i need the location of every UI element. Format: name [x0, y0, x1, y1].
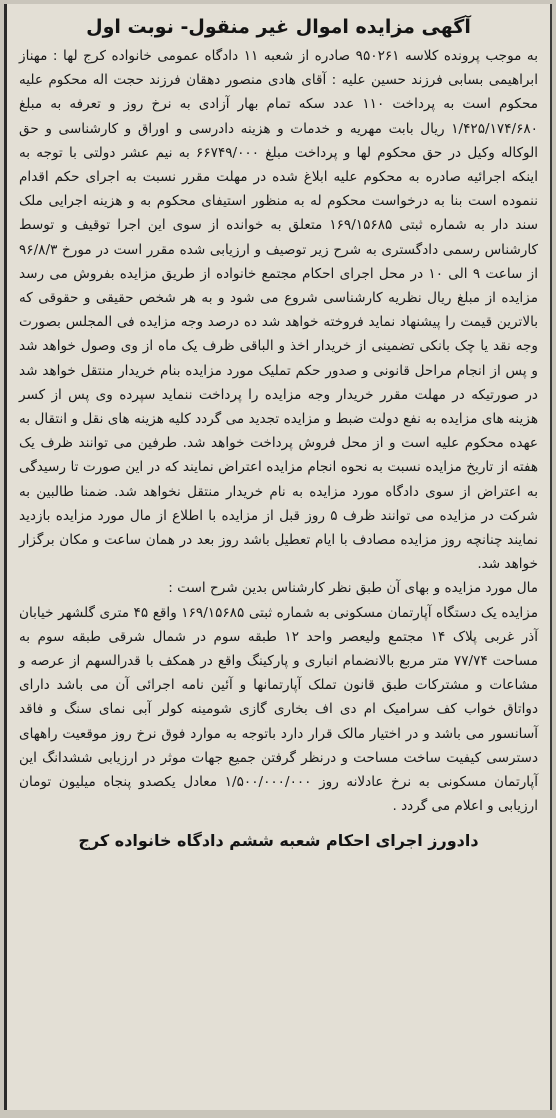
newspaper-clipping [4, 4, 552, 1110]
notice-title: آگهی مزایده اموال غیر منقول- نوبت اول [86, 16, 471, 38]
notice-body [19, 44, 538, 819]
notice-signature: دادورز اجرای احکام شعبه ششم دادگاه خانواده کرج [78, 830, 479, 850]
notice-paragraph-property-description: مزایده یک دستگاه آپارتمان مسکونی به شماره ثبتی ۱۶۹/۱۵۶۸۵ واقع ۴۵ متری گلشهر خیابان آذر غربی پلاک ۱۴ مجتمع ولیعصر واحد ۱۲ طبقه سوم در شمال شرقی طبقه سوم به مساحت ۷۷/۷۴ متر مربع بالانضمام انباری و پارکینگ واقع در همکف با قدرالسهم از عرصه و مشاعات و مشترکات طبق قانون تملک آپارتمانها و آئین نامه اجرائی آن می باشد دارای دواتاق خواب کف سرامیک ام دی اف بخاری گازی شومینه کولر آبی نمای سنگ و فاقد آسانسور می باشد و در اختیار مالک قرار دارد باتوجه به موارد فوق نرخ روز موقعیت راههای دسترسی کیفیت ساخت مساحت و درنظر گرفتن جمیع جهات موثر در ارزیابی ششدانگ این آپارتمان مسکونی به نرخ عادلانه روز ۱/۵۰۰/۰۰۰/۰۰۰ معادل یکصدو پنجاه میلیون تومان ارزیابی و اعلام می گردد . [19, 604, 538, 815]
notice-paragraph-main: به موجب پرونده کلاسه ۹۵۰۲۶۱ صادره از شعبه ۱۱ دادگاه عمومی خانواده کرج لها : مهناز ابراهیمی بسابی فرزند حسین علیه : آقای هادی منصور دهقان فرزند حجت اله محکوم علیه محکوم است به پرداخت ۱۱۰ عدد سکه تمام بهار آزادی به نرخ روز و تعرفه به مبلغ ۱/۴۲۵/۱۷۴/۶۸۰ ریال بابت مهریه و خدمات و هزینه دادرسی و اوراق و کارشناسی و حق الوکاله وکیل در حق محکوم لها و پرداخت مبلغ ۶۶۷۴۹/۰۰۰ به نیم عشر دولتی با توجه به اینکه اجرائیه صادره به محکوم علیه ابلاغ شده در مهلت مقرر نسبت به اجرای حکم اقدام ننموده است بنا به درخواست محکوم له به منظور استیفای محکوم به و هزینه اجرایی ملک سند دار به شماره ثبتی ۱۶۹/۱۵۶۸۵ متعلق به خوانده از سوی این اجرا توقیف و توسط کارشناس رسمی دادگستری به شرح زیر توصیف و ارزیابی شده مقرر است در مورخ ۹۶/۸/۳ از ساعت ۹ الی ۱۰ در محل اجرای احکام مجتمع خانواده از طریق مزایده بفروش می رسد مزایده از مبلغ ریال نظریه کارشناسی شروع می شود و به هر شخص حقیقی و حقوقی که بالاترین قیمت را پیشنهاد نماید فروخته خواهد شد ده درصد وجه مزایده فی المجلس بصورت وجه نقد یا چک بانکی تضمینی از خریدار اخذ و الباقی ظرف یک ماه از وی وصول خواهد شد و پس از انجام مراحل قانونی و صدور حکم تملیک مورد مزایده بنام خریدار منتقل خواهد شد در صورتیکه در مهلت مقرر خریدار وجه مزایده را پرداخت ننماید سپرده وی پس از کسر هزینه های مزایده به نفع دولت ضبط و مزایده تجدید می گردد کلیه هزینه های نقل و انتقال به عهده محکوم علیه است و از محل فروش پرداخت خواهد شد. طرفین می توانند ظرف یک هفته از تاریخ مزایده نسبت به نحوه انجام مزایده اعتراض نمایند که در این صورت تا رسیدگی به اعتراض از سوی دادگاه مورد مزایده به نام خریدار منتقل نخواهد شد. ضمنا طالبین به شرکت در مزایده می توانند ظرف ۵ روز قبل از مزایده با اطلاع از مال مورد مزایده بازدید نمایند چنانچه روز مزایده مصادف با ایام تعطیل باشد روز بعد در همان ساعت و مکان برگزار خواهد شد. [19, 48, 539, 573]
notice-paragraph-property-heading: مال مورد مزایده و بهای آن طبق نظر کارشناس بدین شرح است : [168, 580, 538, 597]
